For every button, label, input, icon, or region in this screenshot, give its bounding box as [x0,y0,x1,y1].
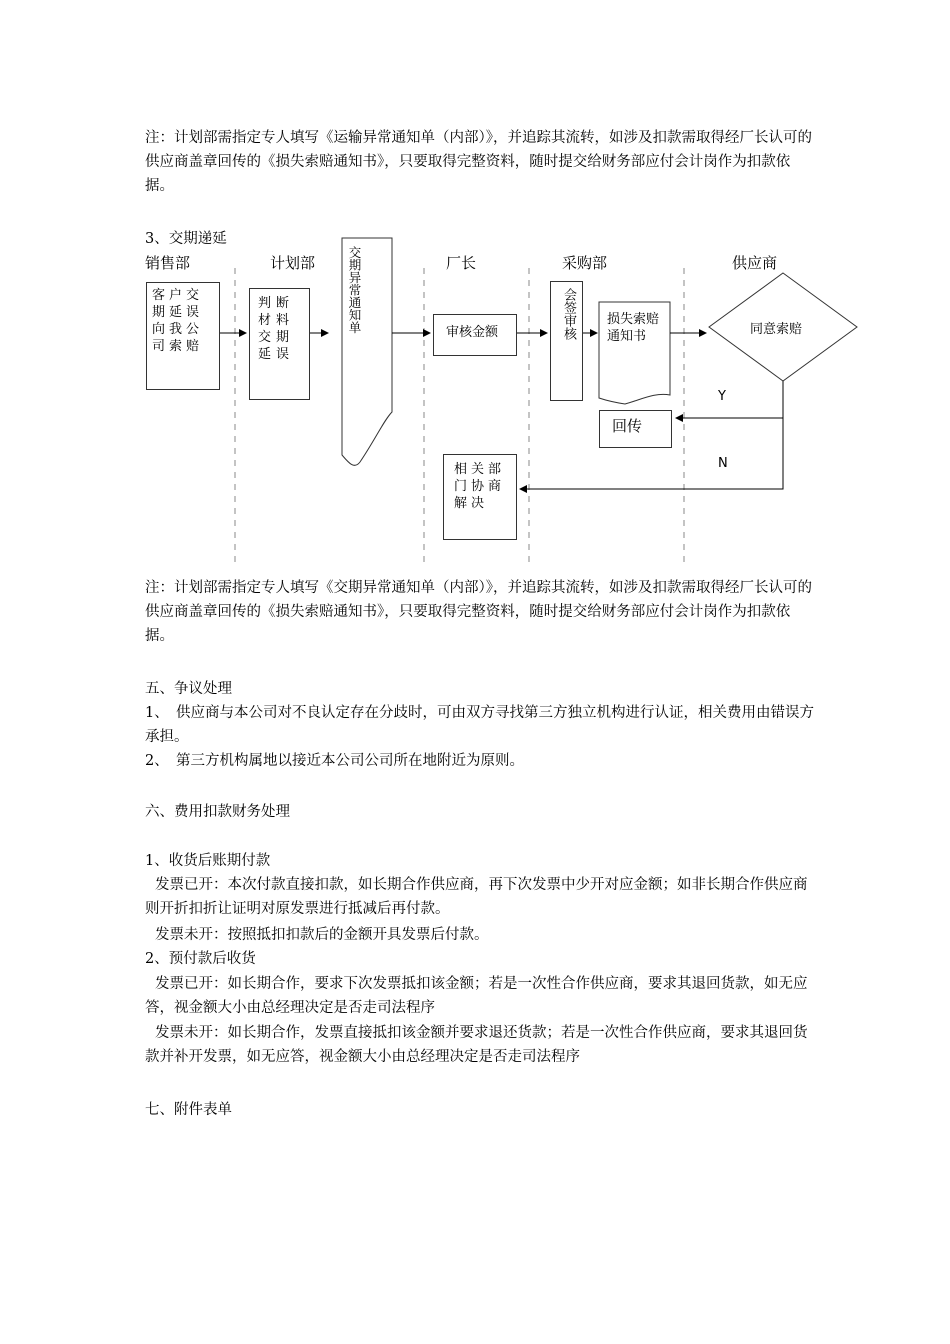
negotiate-box [443,454,517,540]
section-title-dispute: 五、争议处理 [145,681,232,697]
return-text: 回传 [612,417,643,435]
note-transport: 注：计划部需指定专人填写《运输异常通知单（内部）》，并追踪其流转，如涉及扣款需取得经厂长认可的供应商盖章回传的《损失索赔通知书》，只要取得完整资料，随时提交给财务部应付会计岗作为扣款依据。 [145,130,812,194]
note-delivery: 注：计划部需指定专人填写《交期异常通知单（内部）》，并追踪其流转，如涉及扣款需取得经厂长认可的供应商盖章回传的《损失索赔通知书》，只要取得完整资料，随时提交给财务部应付会计岗作为扣款依据。 [145,580,812,644]
post-delivery-not-invoiced: 发票未开：按照抵扣扣款后的金额开具发票后付款。 [155,927,489,943]
lane-purchasing: 采购部 [562,254,608,272]
plan-judge-text: 判断材料交期延误 [258,296,295,362]
dispute-item-1: 1、 供应商与本公司对不良认定存在分歧时，可由双方寻找第三方独立机构进行认证，相关费用由错误方承担。 [145,705,814,745]
audit-amount-text: 审核金额 [446,325,499,340]
yes-label: Y [718,389,726,404]
lane-supplier: 供应商 [732,254,778,272]
claim-notice-text: 损失索赔通知书 [607,312,660,344]
section-title-attachments: 七、附件表单 [145,1102,232,1118]
arrow-yes-return [676,381,783,418]
sub-title-prepayment: 2、预付款后收货 [145,951,256,967]
lane-planning: 计划部 [270,254,316,272]
dispute-item-2: 2、 第三方机构属地以接近本公司公司所在地附近为原则。 [145,753,524,769]
audit-amount-box [433,314,517,356]
sub-title-post-delivery: 1、收货后账期付款 [145,853,271,869]
return-box [599,410,672,448]
plan-judge-box [249,288,310,400]
negotiate-text: 相关部门协商解决 [454,462,506,511]
post-delivery-invoiced: 发票已开：本次付款直接扣款，如长期合作供应商，再下次发票中少开对应金额；如非长期合作供应商则开折扣折让证明对原发票进行抵减后再付款。 [145,877,808,917]
countersign-box [550,281,583,401]
prepayment-not-invoiced: 发票未开：如长期合作，发票直接抵扣该金额并要求退还货款；若是一次性合作供应商，要求其退回货款并补开发票，如无应答，视金额大小由总经理决定是否走司法程序 [145,1025,808,1065]
prepayment-invoiced: 发票已开：如长期合作，要求下次发票抵扣该金额；若是一次性合作供应商，要求其退回货款，如无应答，视金额大小由总经理决定是否走司法程序 [145,976,808,1016]
lane-sales: 销售部 [145,254,191,272]
sales-claim-text: 客户交期延误向我公司索赔 [152,288,204,354]
sales-claim-box [146,282,220,390]
lane-factory-manager: 厂长 [446,254,477,272]
exception-notice-text: 交期异常通知单 [347,246,362,334]
countersign-text: 会签审核 [561,288,576,340]
no-label: N [718,456,728,471]
section-title-delivery-delay: 3、交期递延 [145,231,227,247]
section-title-finance: 六、费用扣款财务处理 [145,804,290,820]
decision-text: 同意索赔 [750,322,803,337]
